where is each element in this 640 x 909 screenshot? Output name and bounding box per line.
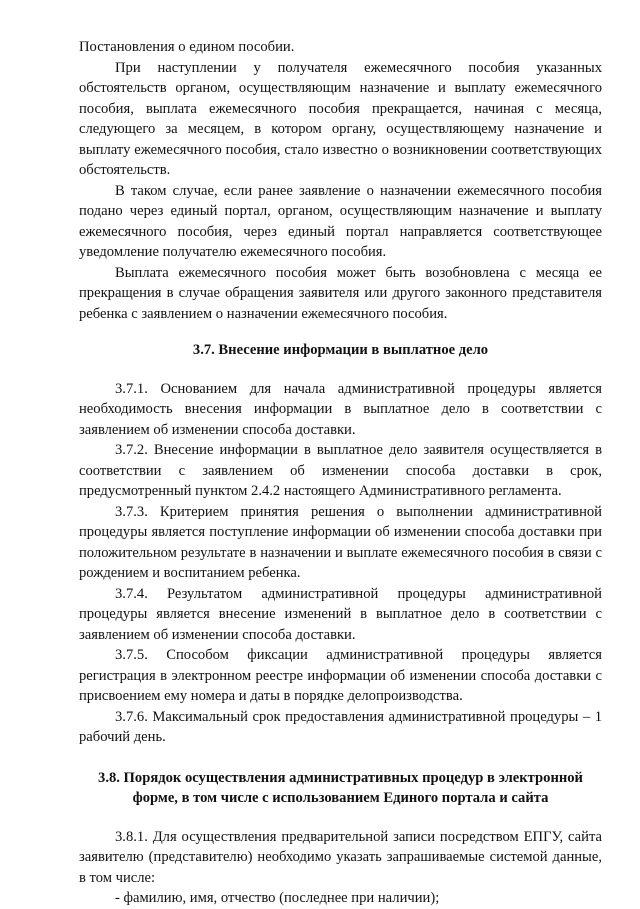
clause-3-7-6: 3.7.6. Максимальный срок предоставления административной процедуры – 1 рабочий день.: [79, 708, 602, 745]
clause-3-8-1: 3.8.1. Для осуществления предварительной записи посредством ЕПГУ, сайта заявителю (представителю) необходимо указать запрашиваемые системой данные, в том числе:: [79, 828, 602, 886]
clause-3-7-5: 3.7.5. Способом фиксации административной процедуры является регистрация в электронном реестре информации об изменении способа доставки с присвоением ему номера и даты в порядке делопроизводства.: [79, 647, 602, 704]
paragraph: В таком случае, если ранее заявление о назначении ежемесячного пособия подано через единый портал, органом, осуществляющим назначение и выплату ежемесячного пособия, через единый портал направляется соответствующее уведомление получателю ежемесячного пособия.: [79, 182, 602, 260]
paragraph: Постановления о едином пособии.: [79, 39, 295, 55]
list-item: - фамилию, имя, отчество (последнее при наличии);: [115, 890, 440, 906]
section-heading-3-8-line1: 3.8. Порядок осуществления административных процедур в электронной: [98, 769, 583, 786]
paragraph: При наступлении у получателя ежемесячного пособия указанных обстоятельств органом, осуществляющим назначение и выплату ежемесячного пособия, выплата ежемесячного пособия прекращается, начиная с месяца, следующего за месяцем, в котором органу, осуществляющему назначение и выплату ежемесячного пособия, стало известно о возникновении соответствующих обстоятельств.: [79, 59, 602, 178]
paragraph: Выплата ежемесячного пособия может быть возобновлена с месяца ее прекращения в случае обращения заявителя или другого законного представителя ребенка с заявлением о назначении ежемесячного пособия.: [79, 264, 602, 322]
document-page: [79, 37, 602, 909]
section-heading-3-8-line2: форме, в том числе с использованием Единого портала и сайта: [132, 790, 549, 806]
clause-3-7-2: 3.7.2. Внесение информации в выплатное дело заявителя осуществляется в соответствии с заявлением об изменении способа доставки в срок, предусмотренный пунктом 2.4.2 настоящего Административного регламента.: [79, 442, 602, 499]
section-heading-3-7: 3.7. Внесение информации в выплатное дело: [192, 342, 489, 358]
clause-3-7-4: 3.7.4. Результатом административной процедуры административной процедуры является внесение изменений в выплатное дело в соответствии с заявлением об изменении способа доставки.: [79, 585, 602, 643]
clause-3-7-3: 3.7.3. Критерием принятия решения о выполнении административной процедуры является поступление информации об изменении способа доставки при положительном результате в назначении и выплате ежемесячного пособия в связи с рождением и воспитанием ребенка.: [79, 503, 602, 581]
clause-3-7-1: 3.7.1. Основанием для начала административной процедуры является необходимость внесения информации в выплатное дело в соответствии с заявлением об изменении способа доставки.: [79, 380, 602, 438]
